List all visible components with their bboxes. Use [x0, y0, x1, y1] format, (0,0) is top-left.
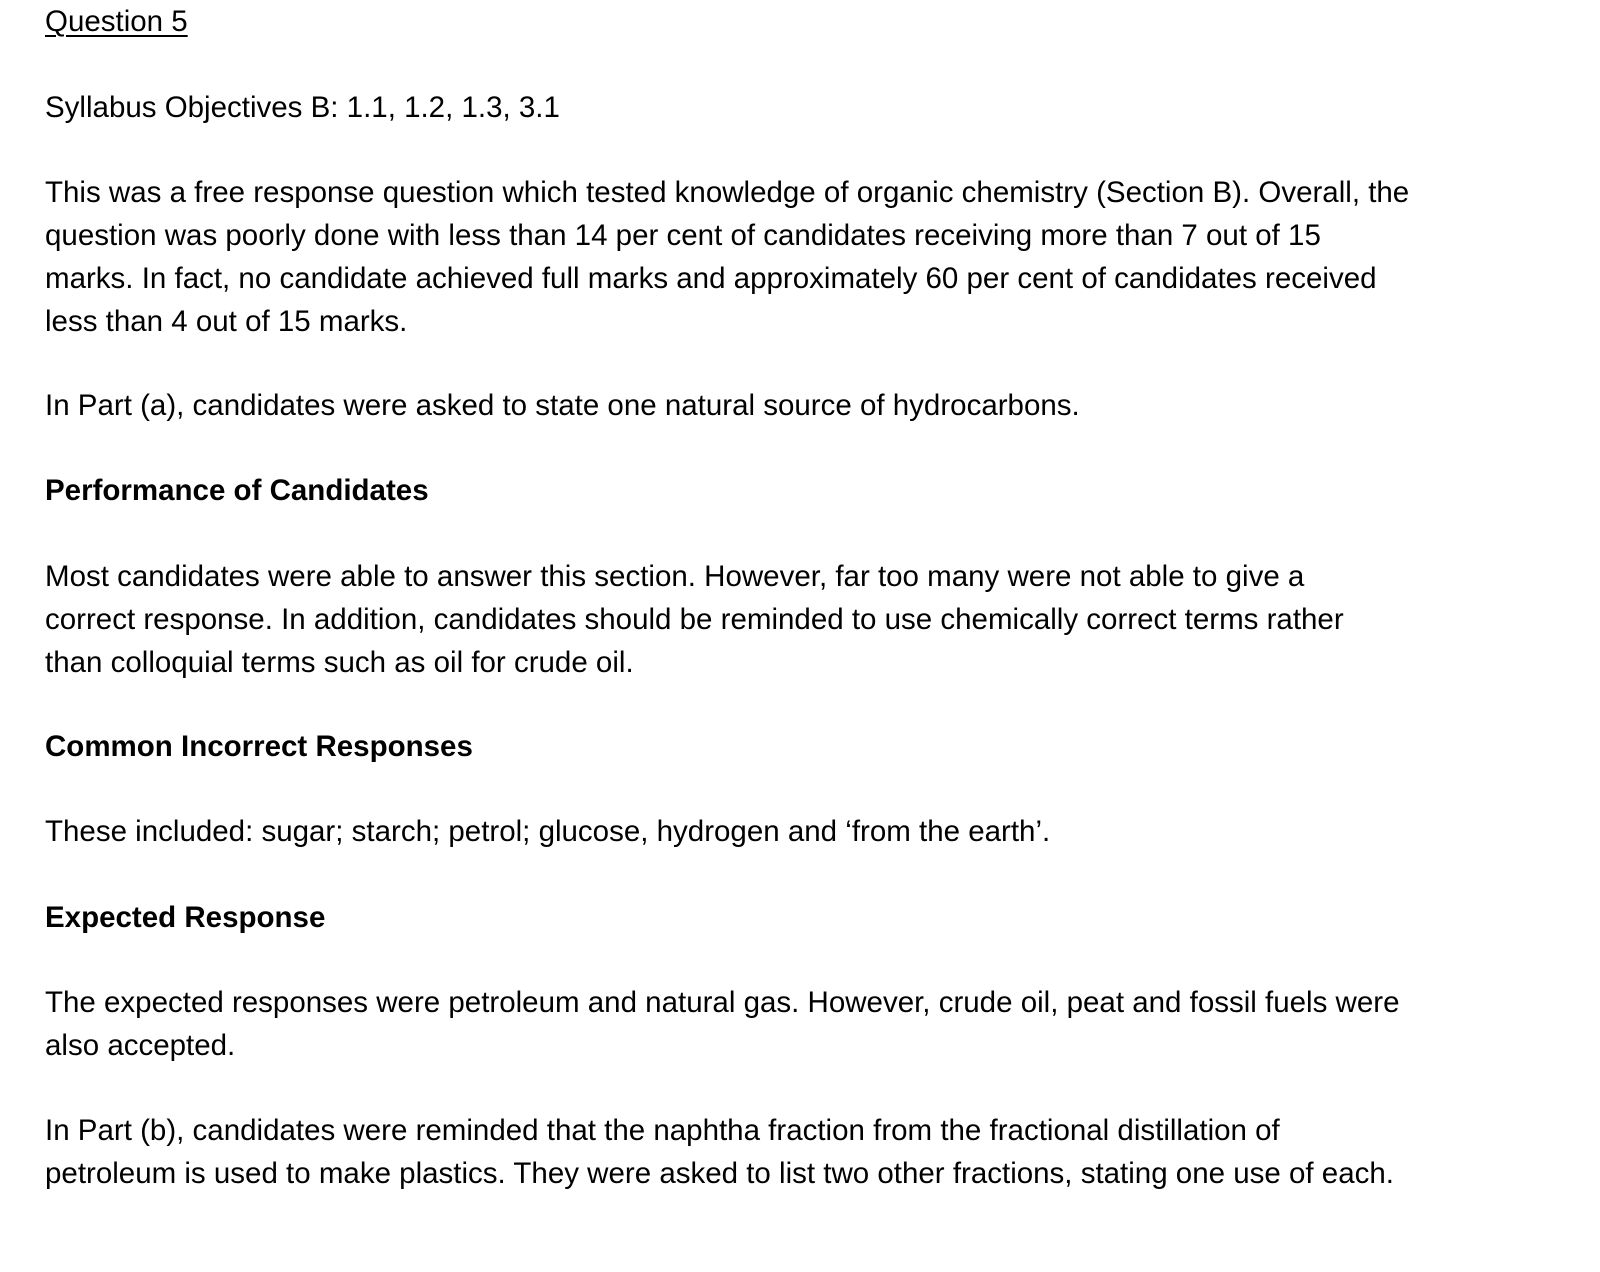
intro-paragraph [45, 171, 1409, 343]
expected-line: The expected responses were petroleum and natural gas. However, crude oil, peat and fossil fuels were [45, 986, 1400, 1019]
performance-line: Most candidates were able to answer this section. However, far too many were not able to give a [45, 560, 1305, 593]
incorrect-responses-heading: Common Incorrect Responses [45, 730, 473, 763]
performance-paragraph [45, 555, 1344, 684]
intro-line: marks. In fact, no candidate achieved full marks and approximately 60 per cent of candidates received [45, 262, 1377, 295]
question-title: Question 5 [45, 5, 188, 38]
performance-line: than colloquial terms such as oil for crude oil. [45, 646, 634, 679]
incorrect-responses-text: These included: sugar; starch; petrol; glucose, hydrogen and ‘from the earth’. [45, 815, 1051, 848]
performance-line: correct response. In addition, candidates should be reminded to use chemically correct terms rather [45, 603, 1344, 636]
expected-response-paragraph [45, 981, 1399, 1067]
expected-response-heading: Expected Response [45, 901, 326, 934]
intro-line: less than 4 out of 15 marks. [45, 305, 408, 338]
part-a-prompt: In Part (a), candidates were asked to state one natural source of hydrocarbons. [45, 389, 1080, 422]
part-b-line: In Part (b), candidates were reminded that the naphtha fraction from the fractional distillation of [45, 1114, 1280, 1147]
part-b-paragraph [45, 1109, 1394, 1195]
syllabus-objectives: Syllabus Objectives B: 1.1, 1.2, 1.3, 3.1 [45, 91, 560, 124]
expected-line: also accepted. [45, 1029, 236, 1062]
part-b-line: petroleum is used to make plastics. They were asked to list two other fractions, stating one use of each. [45, 1157, 1394, 1190]
performance-heading: Performance of Candidates [45, 474, 429, 507]
intro-line: This was a free response question which tested knowledge of organic chemistry (Section B). Overall, the [45, 176, 1410, 209]
intro-line: question was poorly done with less than 14 per cent of candidates receiving more than 7 out of 15 [45, 219, 1321, 252]
